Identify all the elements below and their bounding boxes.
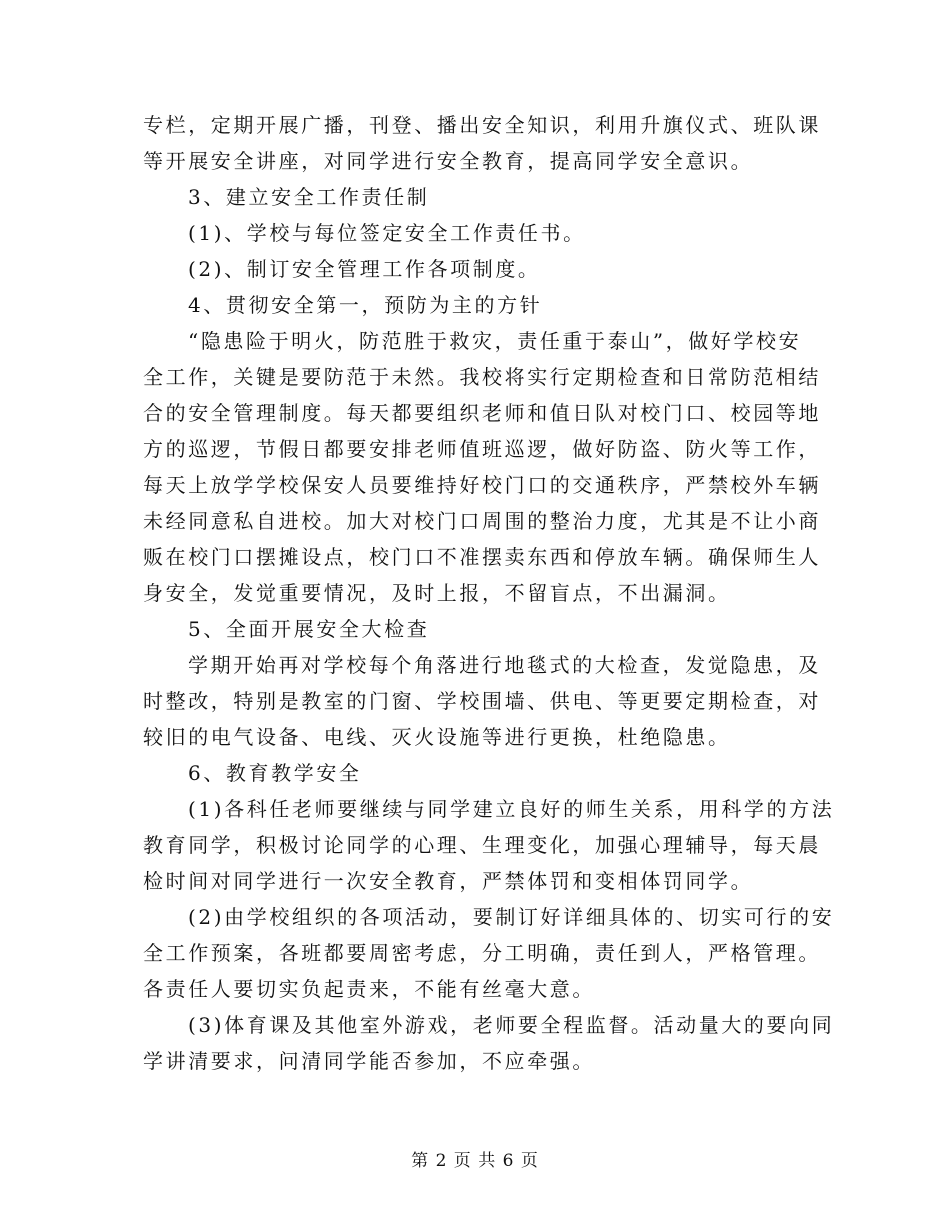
text-line: 全工作，关键是要防范于未然。我校将实行定期检查和日常防范相结 xyxy=(143,365,821,389)
text-line: 教育同学，积极讨论同学的心理、生理变化，加强心理辅导，每天晨 xyxy=(143,833,821,857)
text-line: 每天上放学学校保安人员要维持好校门口的交通秩序，严禁校外车辆 xyxy=(143,473,821,497)
text-line: 全工作预案，各班都要周密考虑，分工明确，责任到人，严格管理。 xyxy=(143,941,821,965)
text-line: 6、教育教学安全 xyxy=(188,761,362,785)
text-line: 贩在校门口摆摊设点，校门口不准摆卖东西和停放车辆。确保师生人 xyxy=(143,545,821,569)
text-line: 学讲清要求，问清同学能否参加，不应牵强。 xyxy=(143,1049,595,1073)
text-line: 3、建立安全工作责任制 xyxy=(188,185,430,209)
text-line: 等开展安全讲座，对同学进行安全教育，提高同学安全意识。 xyxy=(143,149,754,173)
text-line: 学期开始再对学校每个角落进行地毯式的大检查，发觉隐患，及 xyxy=(188,653,821,677)
text-line: 检时间对同学进行一次安全教育，严禁体罚和变相体罚同学。 xyxy=(143,869,754,893)
text-line: (3)体育课及其他室外游戏，老师要全程监督。活动量大的要向同 xyxy=(188,1013,835,1037)
text-line: “隐患险于明火，防范胜于救灾，责任重于泰山”，做好学校安 xyxy=(188,329,802,353)
text-line: 身安全，发觉重要情况，及时上报，不留盲点，不出漏洞。 xyxy=(143,581,731,605)
text-line: (1)、学校与每位签定安全工作责任书。 xyxy=(188,221,586,245)
text-line: 各责任人要切实负起责来，不能有丝毫大意。 xyxy=(143,977,595,1001)
text-line: 时整改，特别是教室的门窗、学校围墙、供电、等更要定期检查，对 xyxy=(143,689,821,713)
text-line: 4、贯彻安全第一，预防为主的方针 xyxy=(188,293,543,317)
text-line: 合的安全管理制度。每天都要组织老师和值日队对校门口、校园等地 xyxy=(143,401,821,425)
page-footer: 第 2 页 共 6 页 xyxy=(411,1151,539,1171)
text-line: 较旧的电气设备、电线、灭火设施等进行更换，杜绝隐患。 xyxy=(143,725,731,749)
document-body xyxy=(143,107,835,1079)
text-line: (2)由学校组织的各项活动，要制订好详细具体的、切实可行的安 xyxy=(188,905,835,929)
text-line: 方的巡逻，节假日都要安排老师值班巡逻，做好防盗、防火等工作， xyxy=(143,437,821,461)
text-line: 5、全面开展安全大检查 xyxy=(188,617,430,641)
text-line: 专栏，定期开展广播，刊登、播出安全知识，利用升旗仪式、班队课 xyxy=(143,113,821,137)
text-line: (1)各科任老师要继续与同学建立良好的师生关系，用科学的方法 xyxy=(188,797,835,821)
text-line: 未经同意私自进校。加大对校门口周围的整治力度，尤其是不让小商 xyxy=(143,509,821,533)
text-line: (2)、制订安全管理工作各项制度。 xyxy=(188,257,541,281)
